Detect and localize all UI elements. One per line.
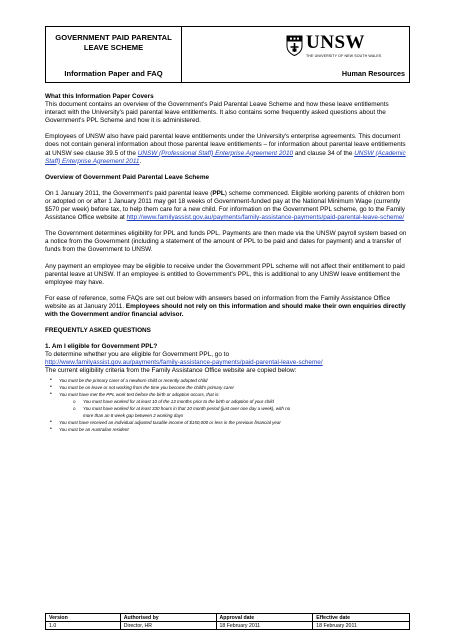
version-table	[45, 613, 410, 630]
document-header	[45, 26, 410, 83]
covers-heading: What this Information Paper Covers	[45, 93, 154, 100]
ppl-abbreviation: PPL	[212, 189, 225, 197]
cell-approval-date: 18 February 2011	[216, 622, 313, 630]
overview-heading: Overview of Government Paid Parental Leave Scheme	[45, 173, 210, 181]
faq-question-1-intro: To determine whether you are eligible for Government PPL, go to	[45, 351, 230, 359]
faq-heading: FREQUENTLY ASKED QUESTIONS	[45, 327, 151, 335]
department-label: Human Resources	[341, 69, 405, 78]
criterion-primary-carer: • You must be the primary carer of a newborn child or recently adopted child	[45, 377, 410, 384]
criterion-income: • You must have received an individual adjusted taxable income of $150,000 or less in the previous financial year	[45, 419, 410, 426]
header-logo-cell	[182, 27, 409, 82]
covers-paragraph-2-text-a: Employees of UNSW also have paid parental leave entitlements under the University's enterprise agreements. This document does not contain general information about those parental leave entitlements – for information about parental leave entitlements at UNSW see clause 39.5 of the	[45, 133, 406, 157]
eligibility-link[interactable]: http://www.familyassist.gov.au/payments/family-assistance-payments/paid-parental-leave-scheme/	[45, 359, 323, 367]
family-assistance-link[interactable]: http://www.familyassist.gov.au/payments/family-assistance-payments/paid-parental-leave-scheme/	[126, 214, 405, 222]
work-test-hours-line-1: You must have worked for at least 330 hours in that 10 month period (just over one day a week), with no	[83, 405, 291, 411]
professional-staff-agreement-link[interactable]: UNSW (Professional Staff) Enterprise Agreement 2010	[137, 149, 294, 157]
document-body	[45, 93, 410, 433]
header-effective-date: Effective date	[313, 614, 410, 622]
academic-staff-agreement-link[interactable]: UNSW (Academic Staff) Enterprise Agreement 2011	[45, 149, 406, 165]
overview-paragraph-4-text: For ease of reference, some FAQs are set out below with answers based on information from the Family Assistance Office website as at January 2011.	[45, 294, 391, 310]
criterion-work-test-text: You must have met the PPL work test before the birth or adoption occurs, that is:	[59, 391, 220, 397]
covers-paragraph-1: This document contains an overview of the Government's Paid Parental Leave Scheme and how these leave entitlements interact with the University's paid parental leave entitlements. It also contains some frequently asked questions about the Government's PPL Scheme and how it is administered.	[45, 101, 389, 125]
criterion-on-leave: • You must be on leave or not working from the time you become the child's primary carer	[45, 384, 410, 391]
cell-effective-date: 18 February 2011	[313, 622, 410, 630]
version-table-header	[46, 614, 410, 622]
overview-paragraph-3: Any payment an employee may be eligible to receive under the Government PPL scheme will not affect their entitlement to paid parental leave at UNSW. If an employee is entitled to Government's PPL, this is additional to any UNSW leave entitlement the employee may have.	[45, 262, 405, 286]
unsw-logo-tagline: THE UNIVERSITY OF NEW SOUTH WALES	[306, 54, 382, 58]
criterion-residency: • You must be an Australian resident	[45, 426, 410, 433]
covers-paragraph-2	[45, 133, 410, 165]
overview-paragraph-1-text-a: On 1 January 2011, the Government's paid parental leave (	[45, 189, 213, 197]
document-title	[55, 33, 171, 53]
covers-paragraph-2-text-c: .	[139, 157, 142, 165]
work-test-months: o You must have worked for at least 10 of the 13 months prior to the birth or adoption of your child	[59, 398, 410, 405]
unsw-crest-icon	[286, 35, 303, 56]
work-test-hours-line-2: more than an 8 week gap between 2 working days	[83, 413, 184, 418]
header-title-cell	[46, 27, 182, 82]
document-subtitle: Information Paper and FAQ	[64, 69, 163, 78]
overview-paragraph-1	[45, 190, 410, 222]
unsw-logo-wordmark: UNSW	[306, 32, 366, 53]
title-line-1: GOVERNMENT PAID PARENTAL	[55, 33, 172, 42]
criterion-work-test	[45, 391, 410, 419]
header-version: Version	[46, 614, 121, 622]
header-authorised-by: Authorised by	[120, 614, 216, 622]
work-test-hours	[59, 405, 410, 419]
overview-paragraph-4	[45, 295, 410, 319]
version-table-row	[46, 622, 410, 630]
cell-authorised-by: Director, HR	[120, 622, 216, 630]
eligibility-criteria-list	[45, 377, 410, 434]
work-test-sublist	[59, 398, 410, 419]
cell-version: 1.0	[46, 622, 121, 630]
faq-question-1: 1. Am I eligible for Government PPL?	[45, 343, 158, 351]
title-line-2: LEAVE SCHEME	[83, 43, 144, 52]
header-approval-date: Approval date	[216, 614, 313, 622]
covers-paragraph-2-text-b: and clause 34 of the	[293, 149, 355, 157]
criteria-intro: The current eligibility criteria from the Family Assistance Office website are copied below:	[45, 367, 297, 375]
overview-paragraph-1-text-b: ) scheme commenced. Eligible working parents of children born or adopted on or after 1 January 2011 may get 18 weeks of Government-funded pay at the National Minimum Wage (currently $570 per week) before tax, to help them care for a new child. For information on the Government PPL scheme, go to the Family Assistance Office website at	[45, 189, 405, 222]
disclaimer-text: Employees should not rely on this information and should make their own enquiries directly with the Government and/or financial advisor.	[45, 302, 406, 318]
overview-paragraph-2: The Government determines eligibility for PPL and funds PPL. Payments are then made via the UNSW payroll system based on a notice from the Government (including a statement of the amount of PPL to be paid and dates for payment) and a transfer of funds from the Government to UNSW.	[45, 230, 407, 254]
